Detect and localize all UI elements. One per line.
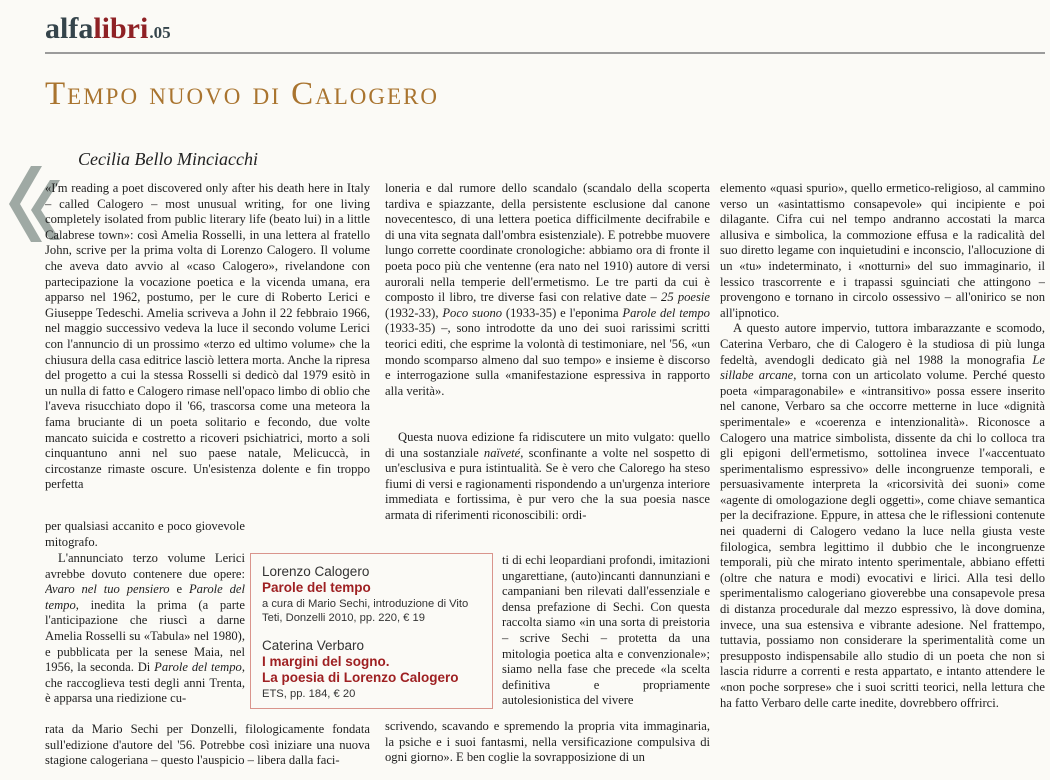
masthead-brand-part1: alfa [45,12,94,45]
book-author: Caterina Verbaro [262,638,365,653]
text-segment: scrivendo, scavando e spremendo la propria vita immaginaria, la psiche e i suoi fantasmi, nella versificazione compulsiva di ogni giorno». E ben coglie la sovrapposizione di un [385,719,710,765]
book-entry [262,564,481,625]
article-author: Cecilia Bello Minciacchi [78,149,258,169]
masthead-issue-number: .05 [149,23,171,42]
book-entry [262,638,481,702]
book-details: a cura di Mario Sechi, introduzione di Vito Teti, Donzelli 2010, pp. 220, € 19 [262,598,469,624]
text-segment: per qualsiasi accanito e poco giovevole mitografo. [45,519,245,549]
text-segment: A questo autore impervio, tuttora imbarazzante e scomodo, Caterina Verbaro, che di Calogero è la studiosa di più lunga fedeltà, avendogli dedicato già nel 1988 la monografia Le sillabe arcane, torna con un articolato volume. Perché questo poeta «imparagonabile» e «intransitivo» possa essere inserito nel canone, Verbaro sa che occorre metterne in luce «dignità sperimentale» e «coerenza e intenzionalità». Riconosce a Calogero una matrice simbolista, dissente da chi lo colloca tra gli epigoni dell'ermetismo, sottolinea invece l'«accentuato sperimentalismo espressivo» delle incongruenze temporali, e persuasivamente interpreta la «ricorsività dei suoni» come «agente di omologazione degli oggetti», come chiave semantica per la decifrazione. Eppure, in attesa che le riflessioni contenute nei quaderni di Calogero vedano la luce nella giusta veste filologica, sembra legittimo il dubbio che le incongruenze temporali, più che mirato intento sperimentale, abbiano effetti (oltre che natura e modi) evocativi e lirici. Alla tesi dello sperimentalismo calogeriano gioverebbe una consapevole presa di distanza procedurale dal mezzo espressivo, là dove domina, invece, una sua estensiva e vibrante adesione. Nel frattempo, tuttavia, possiamo non considerare la sperimentalità come un presupposto indispensabile allo studio di un poeta che non si lascia ridurre a correnti e resta appartato, e intanto attendere le «non poche sorprese» che i suoi scritti teorici, nella lettura che ha fatto Verbaro delle carte inedite, dovrebbero offrirci. [720,321,1045,710]
header-divider [45,52,1045,54]
text-segment: «I'm reading a poet discovered only after his death here in Italy – called Calogero – most unusual writing, for one living completely isolated from public literary life (beato lui) in a little Calabrese town»: così Amelia Rosselli, in una lettera al fratello John, scrive per la prima volta di Lorenzo Calogero. Il volume che aveva dato avvio al «caso Calogero», rivelandone con partecipazione la vocazione poetica e la vicenda umana, era apparso nel 1962, postumo, per le cure di Roberto Lerici e Giuseppe Tedeschi. Amelia scriveva a John il 22 febbraio 1966, nel maggio successivo vedeva la luce il secondo volume Lerici con l'annuncio di un prossimo «terzo ed ultimo volume» che la chiusura della casa editrice lasciò lettera morta. Anche la ripresa del progetto a cui la stessa Rosselli si dedicò dal 1979 esitò in un nulla di fatto e Calogero rimase nell'opaco limbo di oblio che l'aveva risucchiato dopo il '66, trascorsa come una meteora la fama bruciante di un poeta solitario e fecondo, due volte mancato suicida e costretto a ricoveri psichiatrici, morto a soli cinquantuno anni nel suo paese natale, Melicuccà, in circostanze rimaste oscure. Un'esistenza dolente e fin troppo perfetta [45,181,370,492]
reviewed-books-box [250,553,493,709]
text-segment: ti di echi leopardiani profondi, imitazioni ungarettiane, (auto)incanti dannunziani e campaniani ben rilevati dall'essenziale e densa prefazione di Sechi. Con questa raccolta siamo «in una sorta di preistoria – scrive Sechi – protetta da una mitologia poetica alta e convenzionale»; siamo nella fase che precede «la scelta definitiva e propriamente autolesionistica del vivere [502,553,710,708]
article-column-3 [720,181,1045,780]
book-author: Lorenzo Calogero [262,564,370,579]
book-title: I margini del sogno. La poesia di Lorenzo Calogero [262,654,459,685]
text-segment: L'annunciato terzo volume Lerici avrebbe dovuto contenere due opere: Avaro nel tuo pensiero e Parole del tempo, inedita la prima (a parte l'anticipazione che riuscì a darne Amelia Rosselli su «Tabula» nel 1980), e pubblicata per la senese Maia, nel 1956, la seconda. Di Parole del tempo, che raccoglieva testi degli anni Trenta, è apparsa una riedizione cu- [45,551,245,706]
book-title: Parole del tempo [262,580,371,595]
masthead-logo [45,12,171,46]
masthead-brand-part2: libri [93,12,149,45]
text-segment: loneria e dal rumore dello scandalo (scandalo della scoperta tardiva e spiazzante, della persistente esclusione dal canone novecentesco, di una lettera poetica difficilmente decifrabile e di una vita segnata dall'ombra esistenziale). E potrebbe muovere lungo corrette coordinate cronologiche: abbiamo ora di fronte il poeta poco più che ventenne (era nato nel 1910) autore di versi aurorali nella temperie dell'ermetismo. Le tre parti da cui è composto il libro, tre diverse fasi con relative date – 25 poesie (1932-33), Poco suono (1933-35) e l'eponima Parole del tempo (1933-35) –, sono introdotte da uno dei suoi rarissimi scritti teorici editi, che esprime la volontà di testimoniare, nel '56, «un mondo scomparso almeno dal suo tempo» e insieme è discorso e interrogazione sulla «manifestazione espressiva in rapporto alla verità». [385,181,710,398]
text-segment: rata da Mario Sechi per Donzelli, filologicamente fondata sull'edizione d'autore del '56. Potrebbe così iniziare una nuova stagione calogeriana – questo l'auspicio – libera dalla faci- [45,722,370,768]
text-segment: Questa nuova edizione fa ridiscutere un mito vulgato: quello di una sostanziale naïveté, sconfinante a volte nel sospetto di un'esclusiva e pura istintualità. Se è vero che Calorego ha steso fiumi di versi e ragionamenti rispondendo a un'urgenza interiore immediata e fortissima, è pur vero che la sua poesia nasce armata di riferimenti riconoscibili: ordi- [385,430,710,522]
book-details: ETS, pp. 184, € 20 [262,688,356,700]
text-segment: elemento «quasi spurio», quello ermetico-religioso, al cammino verso un «asintattismo consapevole» qui incipiente e poi dilagante. Cifra cui nel tempo andranno accostati la marca allusiva e simbolica, la commozione effusa e la radicalità del suo diretto legame con inquietudini e inconscio, l'allocuzione di un «tu» indeterminato, i «notturni» del suo immaginario, il lessico trascorrente e i trapassi sguinciati che attingono – provengono e tornano in circolo ossessivo – all'onirico se non all'ipnotico. [720,181,1045,320]
article-title: Tempo nuovo di Calogero [45,76,440,112]
